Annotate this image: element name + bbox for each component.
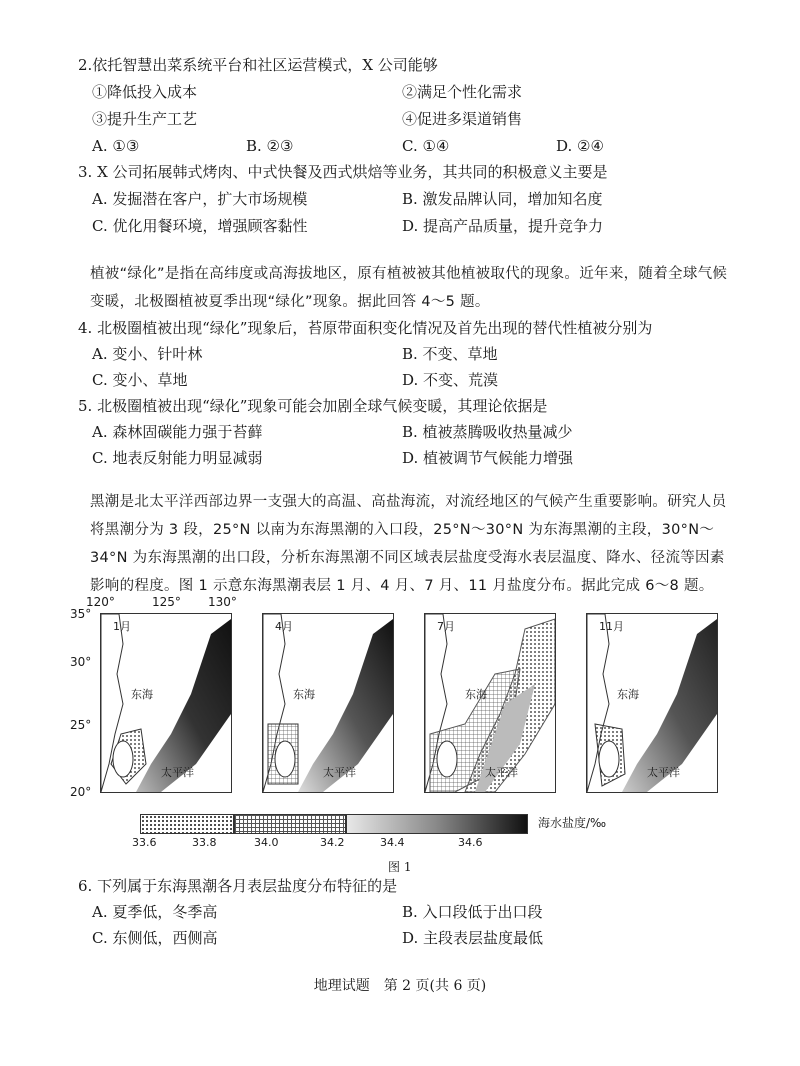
sea-label-jul: 东海 xyxy=(465,688,487,701)
lon-label-130: 130° xyxy=(208,595,237,609)
month-label-nov: 11月 xyxy=(599,620,624,633)
ocean-label-nov: 太平洋 xyxy=(647,766,680,779)
ocean-label-apr: 太平洋 xyxy=(323,766,356,779)
question-5-option-a: A. 森林固碳能力强于苔藓 xyxy=(92,423,263,441)
ocean-label-jul: 太平洋 xyxy=(485,766,518,779)
question-3-option-b: B. 激发品牌认同，增加知名度 xyxy=(402,190,603,208)
question-6-option-d: D. 主段表层盐度最低 xyxy=(402,929,544,947)
lon-label-125: 125° xyxy=(152,595,181,609)
question-5-option-b: B. 植被蒸腾吸收热量减少 xyxy=(402,423,573,441)
question-2-option-b: B. ②③ xyxy=(246,137,294,155)
question-5-option-d: D. 植被调节气候能力增强 xyxy=(402,449,574,467)
sea-label-apr: 东海 xyxy=(293,688,315,701)
question-3-option-a: A. 发掘潜在客户，扩大市场规模 xyxy=(92,190,308,208)
lat-label-20: 20° xyxy=(70,785,92,799)
question-4-option-d: D. 不变、荒漠 xyxy=(402,371,499,389)
lat-label-30: 30° xyxy=(70,655,92,669)
lat-label-35: 35° xyxy=(70,607,92,621)
question-3-option-c: C. 优化用餐环境，增强顾客黏性 xyxy=(92,217,308,235)
question-5-option-c: C. 地表反射能力明显减弱 xyxy=(92,449,263,467)
legend-tick-34-2: 34.2 xyxy=(320,836,345,849)
question-2-stem: 2.依托智慧出菜系统平台和社区运营模式，X 公司能够 xyxy=(78,56,438,74)
question-6-option-c: C. 东侧低，西侧高 xyxy=(92,929,218,947)
month-label-apr: 4月 xyxy=(275,620,293,633)
question-3-option-d: D. 提高产品质量，提升竞争力 xyxy=(402,217,604,235)
question-6-option-a: A. 夏季低，冬季高 xyxy=(92,903,218,921)
ocean-label-jan: 太平洋 xyxy=(161,766,194,779)
map-april xyxy=(262,613,394,793)
question-4-stem: 4. 北极圈植被出现“绿化”现象后，苔原带面积变化情况及首先出现的替代性植被分别为 xyxy=(78,319,653,337)
month-label-jul: 7月 xyxy=(437,620,455,633)
legend-swatch-grid xyxy=(234,814,346,834)
legend-tick-33-8: 33.8 xyxy=(192,836,217,849)
question-4-option-a: A. 变小、针叶林 xyxy=(92,345,203,363)
question-2-item-2: ②满足个性化需求 xyxy=(402,83,523,101)
question-6-stem: 6. 下列属于东海黑潮各月表层盐度分布特征的是 xyxy=(78,877,398,895)
legend-tick-34-0: 34.0 xyxy=(254,836,279,849)
lon-label-120: 120° xyxy=(86,595,115,609)
question-2-item-4: ④促进多渠道销售 xyxy=(402,110,523,128)
sea-label-nov: 东海 xyxy=(617,688,639,701)
page-footer: 地理试题 第 2 页(共 6 页) xyxy=(313,978,487,994)
question-2-option-d: D. ②④ xyxy=(556,137,604,155)
salinity-figure xyxy=(70,595,750,805)
passage-vegetation-greening: 植被“绿化”是指在高纬度或高海拔地区，原有植被被其他植被取代的现象。近年来，随着全球气候变暖，北极圈植被夏季出现“绿化”现象。据此回答 4～5 题。 xyxy=(90,266,728,310)
question-2-item-3: ③提升生产工艺 xyxy=(92,110,198,128)
legend-tick-33-6: 33.6 xyxy=(132,836,157,849)
passage-kuroshio: 黑潮是北太平洋西部边界一支强大的高温、高盐海流，对流经地区的气候产生重要影响。研究人员将黑潮分为 3 段，25°N 以南为东海黑潮的入口段，25°N～30°N 为东海黑潮的主段，30°N～34°N 为东海黑潮的出口段，分析东海黑潮不同区域表层盐度受海水表层温度、降水、径流等因素影响的程度。图 1 示意东海黑潮表层 1 月、4 月、7 月、11 月盐度分布。据此完成 6～8 题。 xyxy=(90,494,727,594)
figure-caption: 图 1 xyxy=(388,860,412,874)
question-2-item-1: ①降低投入成本 xyxy=(92,83,198,101)
map-january xyxy=(100,613,232,793)
map-july xyxy=(424,613,556,793)
sea-label-jan: 东海 xyxy=(131,688,153,701)
question-3-stem: 3. X 公司拓展韩式烤肉、中式快餐及西式烘焙等业务，其共同的积极意义主要是 xyxy=(78,163,608,181)
question-2-option-a: A. ①③ xyxy=(92,137,140,155)
map-november xyxy=(586,613,718,793)
question-2-option-c: C. ①④ xyxy=(402,137,450,155)
question-4-option-b: B. 不变、草地 xyxy=(402,345,498,363)
legend-tick-34-6: 34.6 xyxy=(458,836,483,849)
legend-swatch-gradient xyxy=(346,814,528,834)
question-5-stem: 5. 北极圈植被出现“绿化”现象可能会加剧全球气候变暖，其理论依据是 xyxy=(78,397,548,415)
legend-swatch-dots xyxy=(140,814,234,834)
legend-title: 海水盐度/‰ xyxy=(538,816,607,830)
question-6-option-b: B. 入口段低于出口段 xyxy=(402,903,543,921)
question-4-option-c: C. 变小、草地 xyxy=(92,371,188,389)
lat-label-25: 25° xyxy=(70,718,92,732)
legend-tick-34-4: 34.4 xyxy=(380,836,405,849)
month-label-jan: 1月 xyxy=(113,620,131,633)
